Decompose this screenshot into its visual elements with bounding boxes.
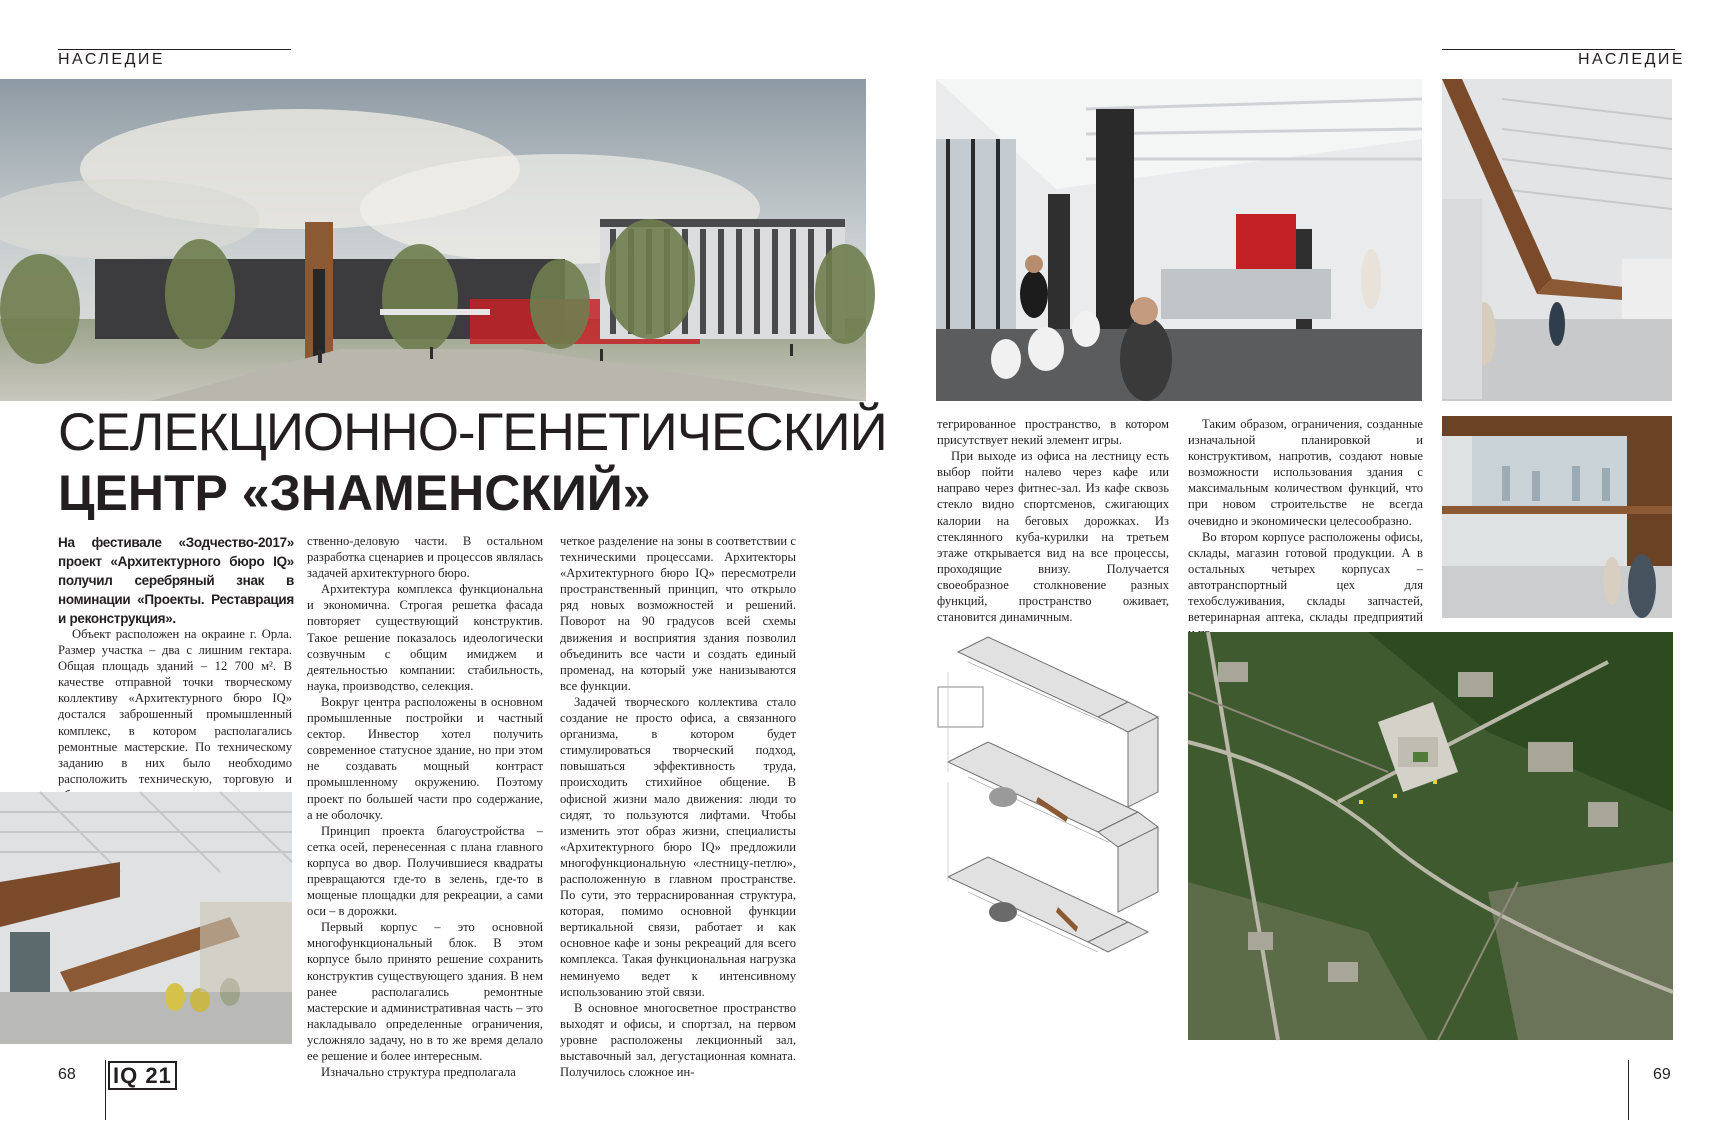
text-column-4 [937,416,1169,625]
text-column-1 [58,626,292,786]
paragraph: Задачей творческого коллектива стало создание не просто офиса, а связанного организма, в котором будет стимулироваться творческий подход, повышаться эффективность труда, происходить стихийное общение. В офисной жизни мало движения: люди то сидят, то пользуются лифтами. Чтобы изменить этот образ жизни, специалисты «Архитектурного бюро IQ» предложили многофункциональную «лестницу-петлю», расположенную в главном пространстве. По сути, это терраснированная структура, которая, помимо основной функции вертикальной связи, работает и как основное кафе и зоны рекреаций для всего комплекса. Такая функциональная нагрузка неминуемо ведет к интенсивному использованию этой связи. [560,694,796,999]
paragraph: Вокруг центра расположены в основном промышленные постройки и частный сектор. Инвестор хотел получить современное статусное здание, но при этом не создавать мощный контраст промышленному окружению. Поэтому проект по большей части про содержание, а не оболочку. [307,694,543,822]
left-footer-divider [105,1060,106,1120]
left-header-rule [58,49,291,50]
cafe-interior-image [936,79,1422,401]
magazine-logo: IQ 21 [108,1063,177,1087]
interior-staircase-image [0,792,292,1044]
text-column-3 [560,533,796,1080]
paragraph: Принцип проекта благоустройства – сетка осей, перенесенная с плана главного корпуса во двор. Получившиеся квадраты превращаются где-то в зелень, где-то в мощеные площадки для рекреации, а сами оси – в дорожки. [307,823,543,919]
paragraph: Первый корпус – это основной многофункциональный блок. В этом корпусе было принято решение сохранить конструктив существующего здания. В нем ранее располагались ремонтные мастерские и административная часть – это накладывало определенные ограничения, усложняло задачу, но в то же время делало ее решение и более интересным. [307,920,543,1063]
article-lead: На фестивале «Зодчество-2017» проект «Архитектурного бюро IQ» получил серебряный знак в номинации «Проекты. Реставрация и реконструкция». [58,535,294,626]
paragraph: Объект расположен на окраине г. Орла. Размер участка – два с лишним гектара. Общая площадь зданий – 12 700 м². В качестве отправной точки творческому коллективу «Архитектурного бюро IQ» достался заброшенный промышленный комплекс, в котором располагались ремонтные мастерские. По техническому заданию в них было необходимо расположить техническую, торговую и [58,627,292,786]
paragraph: тегрированное пространство, в котором присутствует некий элемент игры. [937,417,1169,448]
paragraph: Таким образом, ограничения, созданные изначальной планировкой и конструктивом, напротив, создают новые возможности использования здания с максимальным количеством функций, что при новом строительстве не всегда очевидно и экономически целесообразно. [1188,417,1423,528]
left-section-label: НАСЛЕДИЕ [58,51,166,68]
article-title-line1: СЕЛЕКЦИОННО-ГЕНЕТИЧЕСКИЙ [58,403,887,462]
paragraph: При выходе из офиса на лестницу есть выбор пойти налево через кафе или направо через фитнес-зал. Из кафе сквозь стекло видно спортсменов, сжигающих калории на беговых дорожках. Из стеклянного куба-курилки на третьем этаже открывается вид на все процессы, проходящие внизу. Получается своеобразное столкновение разных функций, пространство оживает, становится динамичным. [937,449,1169,625]
right-footer-divider [1628,1060,1629,1120]
aerial-site-map-image [1188,632,1673,1040]
paragraph: Изначально структура предполагала [321,1065,516,1080]
paragraph: В основное многосветное пространство выходят и офисы, и спортзал, на первом уровне расположены лекционный зал, выставочный зал, дегустационная комната. Получилось сложное ин- [560,1000,796,1080]
left-page-number: 68 [58,1066,76,1083]
atrium-interior-image [1442,79,1672,401]
axonometric-floor-plan-diagram [928,632,1174,1040]
paragraph: Во втором корпусе расположены офисы, склады, магазин готовой продукции. А в остальных четырех корпусах – автотранспортный цех для техобслуживания, склады запчастей, ветеринарная аптека, склады предприятий [1188,529,1423,625]
paragraph: ственно-деловую части. В остальном разработка сценариев и процессов являлась задачей архитектурного бюро. [307,534,543,581]
exterior-rendering-image [0,79,866,401]
right-page-number: 69 [1653,1066,1671,1083]
right-header-rule [1442,49,1675,50]
right-section-label: НАСЛЕДИЕ [1578,51,1686,68]
paragraph: четкое разделение на зоны в соответствии с техническими процессами. Архитекторы «Архитектурного бюро IQ» пересмотрели пространственный принцип, что открыло ряд новых возможностей и решений. Поворот на 90 градусов всей схемы движения и восприятия здания позволил объединить все части и создать единый променад, на который уже нанизываются все функции. [560,534,796,693]
article-title-line2: ЦЕНТР «ЗНАМЕНСКИЙ» [58,465,651,521]
paragraph: Архитектура комплекса функциональна и экономична. Строгая решетка фасада повторяет существующий конструктив. Такое решение показалось идеологически созвучным с общим имиджем и деятельностью компании: стабильность, наука, производство, селекция. [307,582,543,693]
text-column-5 [1188,416,1423,625]
text-column-2 [307,533,543,1080]
mezzanine-hall-image [1442,416,1672,618]
